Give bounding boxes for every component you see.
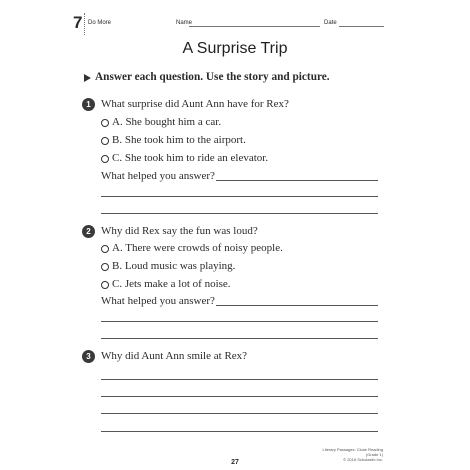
answer-choice-radio[interactable] bbox=[101, 281, 109, 289]
answer-prompt: What helped you answer? bbox=[101, 295, 215, 307]
answer-choice-label: B. She took him to the airport. bbox=[112, 134, 246, 146]
writing-line[interactable] bbox=[101, 196, 378, 197]
arrow-right-icon bbox=[84, 74, 91, 82]
answer-prompt: What helped you answer? bbox=[101, 170, 215, 182]
writing-line[interactable] bbox=[101, 413, 378, 414]
answer-choice-radio[interactable] bbox=[101, 263, 109, 271]
answer-choice-radio[interactable] bbox=[101, 245, 109, 253]
name-field[interactable] bbox=[189, 26, 320, 27]
unit-number: 7 bbox=[73, 13, 83, 32]
question-text: Why did Aunt Ann smile at Rex? bbox=[101, 350, 248, 362]
answer-choice-radio[interactable] bbox=[101, 155, 109, 163]
unit-label: Do More bbox=[88, 20, 112, 26]
answer-choice-radio[interactable] bbox=[101, 137, 109, 145]
answer-choice-label: B. Loud music was playing. bbox=[112, 260, 236, 272]
page-number: 27 bbox=[231, 459, 239, 466]
answer-choice-radio[interactable] bbox=[101, 119, 109, 127]
writing-line[interactable] bbox=[101, 321, 378, 322]
credit-line: Literary Passages: Close Reading (Grade 1) bbox=[322, 447, 383, 457]
question-number-badge: 1 bbox=[82, 98, 95, 111]
credit-line: © 2016 Scholastic Inc. bbox=[343, 457, 383, 462]
writing-line[interactable] bbox=[101, 338, 378, 339]
writing-line[interactable] bbox=[216, 305, 378, 306]
date-field[interactable] bbox=[339, 26, 384, 27]
writing-line[interactable] bbox=[216, 180, 378, 181]
page-title: A Surprise Trip bbox=[182, 40, 288, 57]
question-text: Why did Rex say the fun was loud? bbox=[101, 225, 258, 237]
writing-line[interactable] bbox=[101, 431, 378, 432]
answer-choice-label: C. She took him to ride an elevator. bbox=[112, 152, 269, 164]
question-number-badge: 2 bbox=[82, 225, 95, 238]
name-label: Name bbox=[176, 20, 193, 26]
question-text: What surprise did Aunt Ann have for Rex? bbox=[101, 98, 289, 110]
writing-line[interactable] bbox=[101, 213, 378, 214]
answer-choice-label: A. There were crowds of noisy people. bbox=[112, 242, 283, 254]
writing-line[interactable] bbox=[101, 379, 378, 380]
question-number-badge: 3 bbox=[82, 350, 95, 363]
date-label: Date bbox=[324, 20, 337, 26]
directions: Answer each question. Use the story and picture. bbox=[95, 71, 330, 83]
answer-choice-label: A. She bought him a car. bbox=[112, 116, 222, 128]
writing-line[interactable] bbox=[101, 396, 378, 397]
unit-separator bbox=[84, 13, 85, 35]
answer-choice-label: C. Jets make a lot of noise. bbox=[112, 278, 231, 290]
